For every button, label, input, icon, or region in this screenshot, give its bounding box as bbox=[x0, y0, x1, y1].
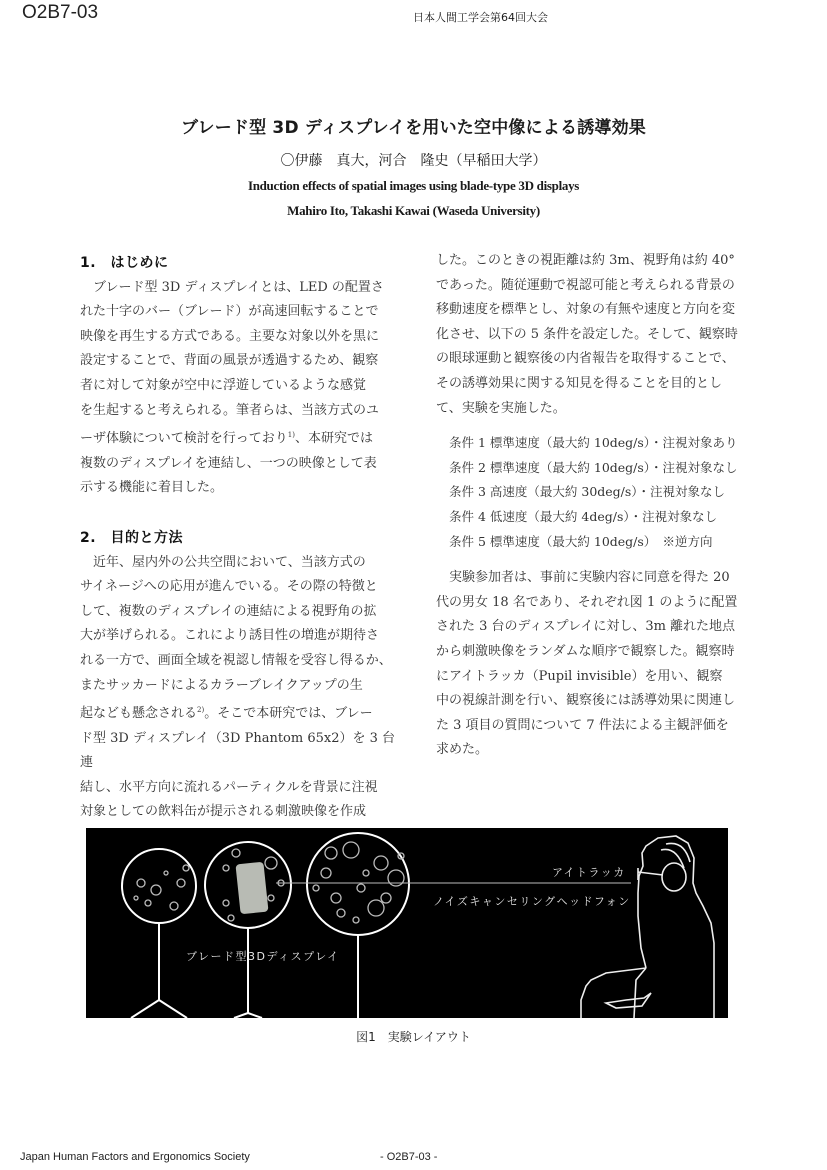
text-line: から刺激映像をランダムな順序で観察した。観察時 bbox=[436, 643, 735, 659]
text-line: またサッカードによるカラーブレイクアップの生 bbox=[80, 677, 363, 693]
display-leg bbox=[248, 1013, 262, 1018]
paper-title-ja: ブレード型 3D ディスプレイを用いた空中像による誘導効果 bbox=[180, 118, 646, 138]
authors-ja: 〇伊藤 真大，河合 隆史（早稲田大学） bbox=[280, 153, 547, 169]
text-span: 、本研究では bbox=[294, 431, 373, 447]
text-line: 対象としての飲料缶が提示される刺激映像を作成 bbox=[80, 804, 367, 820]
text-span: 。そこで本研究では、ブレー bbox=[204, 706, 373, 722]
text-line: 示する機能に着目した。 bbox=[80, 480, 224, 496]
display-circle-right bbox=[307, 833, 409, 935]
text-line bbox=[80, 423, 400, 452]
text-line: 大が挙げられる。これにより誘目性の増進が期待さ bbox=[80, 628, 380, 644]
condition-item: 条件 1 標準速度（最大約 10deg/s）・注視対象あり bbox=[449, 435, 738, 451]
text-line: れた十字のバー（ブレード）が高速回転することで bbox=[80, 304, 379, 320]
text-line: を生起すると考えられる。筆者らは、当該方式のユ bbox=[80, 402, 380, 418]
text-line: した。このときの視距離は約 3m、視野角は約 40° bbox=[436, 253, 735, 268]
display-leg bbox=[131, 1000, 159, 1018]
text-span: ーザ体験について検討を行っており bbox=[80, 431, 288, 447]
label-blade-display: ブレード型3Dディスプレイ bbox=[186, 950, 340, 963]
text-line: 映像を再生する方式である。主要な対象以外を黒に bbox=[80, 328, 380, 344]
text-line: 実験参加者は、事前に実験内容に同意を得た 20 bbox=[449, 570, 730, 586]
text-line: その誘導効果に関する知見を得ることを目的とし bbox=[436, 375, 723, 391]
text-line: された 3 台のディスプレイに対し、3m 離れた地点 bbox=[436, 619, 736, 635]
drink-can bbox=[235, 862, 268, 915]
text-line: にアイトラッカ（Pupil invisible）を用い、観察 bbox=[436, 668, 723, 684]
text-line: であった。随従運動で視認可能と考えられる背景の bbox=[436, 277, 735, 293]
text-line: 化させ、以下の 5 条件を設定した。そして、観察時 bbox=[436, 326, 738, 342]
reference-mark[interactable]: 1) bbox=[287, 431, 295, 440]
display-leg bbox=[234, 1013, 248, 1018]
text-line: して、複数のディスプレイの連結による視野角の拡 bbox=[80, 603, 377, 619]
label-eye-tracker: アイトラッカ bbox=[552, 866, 626, 879]
condition-item: 条件 5 標準速度（最大約 10deg/s） ※逆方向 bbox=[449, 533, 713, 549]
text-line: 求めた。 bbox=[436, 742, 489, 758]
condition-item: 条件 4 低速度（最大約 4deg/s）・注視対象なし bbox=[449, 508, 718, 524]
figure-experiment-layout bbox=[86, 828, 728, 1018]
text-line: サイネージへの応用が進んでいる。その際の特徴と bbox=[80, 579, 378, 595]
text-line: ド型 3D ディスプレイ（3D Phantom 65x2）を 3 台連 bbox=[80, 730, 396, 771]
conference-name: 日本人間工学会第64回大会 bbox=[413, 11, 548, 24]
text-line: 設定することで、背面の風景が透過するため、観察 bbox=[80, 353, 379, 369]
text-line: れる一方で、画面全域を視認し情報を受容し得るか、 bbox=[80, 652, 392, 668]
text-line: 代の男女 18 名であり、それぞれ図 1 のように配置 bbox=[436, 594, 738, 610]
right-column bbox=[436, 249, 751, 763]
text-line: 者に対して対象が空中に浮遊しているような感覚 bbox=[80, 377, 367, 393]
display-leg bbox=[159, 1000, 187, 1018]
text-line: 中の視線計測を行い、観察後には誘導効果に関連し bbox=[436, 693, 736, 709]
text-line: た 3 項目の質問について 7 件法による主観評価を bbox=[436, 717, 729, 733]
authors-en: Mahiro Ito, Takashi Kawai (Waseda University) bbox=[287, 203, 540, 218]
condition-item: 条件 2 標準速度（最大約 10deg/s）・注視対象なし bbox=[449, 459, 738, 475]
text-line: 移動速度を標準とし、対象の有無や速度と方向を変 bbox=[436, 302, 736, 318]
label-headphones: ノイズキャンセリングヘッドフォン bbox=[433, 895, 631, 908]
text-line: 結し、水平方向に流れるパーティクルを背景に注視 bbox=[80, 779, 378, 795]
section-heading: 1. はじめに bbox=[80, 255, 169, 271]
footer-society: Japan Human Factors and Ergonomics Society bbox=[20, 1151, 250, 1163]
text-span: 起なども懸念される bbox=[80, 706, 198, 722]
left-column bbox=[80, 251, 400, 825]
figure-illustration bbox=[86, 828, 728, 1018]
text-line: て、実験を実施した。 bbox=[436, 400, 566, 416]
condition-item: 条件 3 高速度（最大約 30deg/s）・注視対象なし bbox=[449, 484, 726, 500]
text-line bbox=[80, 698, 400, 727]
text-line: ブレード型 3D ディスプレイとは、LED の配置さ bbox=[93, 279, 384, 295]
paper-title-en: Induction effects of spatial images using blade-type 3D displays bbox=[247, 178, 580, 193]
section-heading: 2. 目的と方法 bbox=[80, 529, 184, 546]
figure-caption: 図1 実験レイアウト bbox=[356, 1030, 471, 1044]
text-line: 近年、屋内外の公共空間において、当該方式の bbox=[93, 554, 366, 570]
conditions-list bbox=[436, 431, 751, 554]
text-line: 複数のディスプレイを連結し、一つの映像として表 bbox=[80, 455, 377, 471]
footer-page-code: - O2B7-03 - bbox=[380, 1151, 438, 1163]
reference-mark[interactable]: 2) bbox=[197, 706, 205, 715]
paper-code: O2B7-03 bbox=[22, 2, 99, 23]
text-line: の眼球運動と観察後の内省報告を取得することで、 bbox=[436, 351, 735, 367]
